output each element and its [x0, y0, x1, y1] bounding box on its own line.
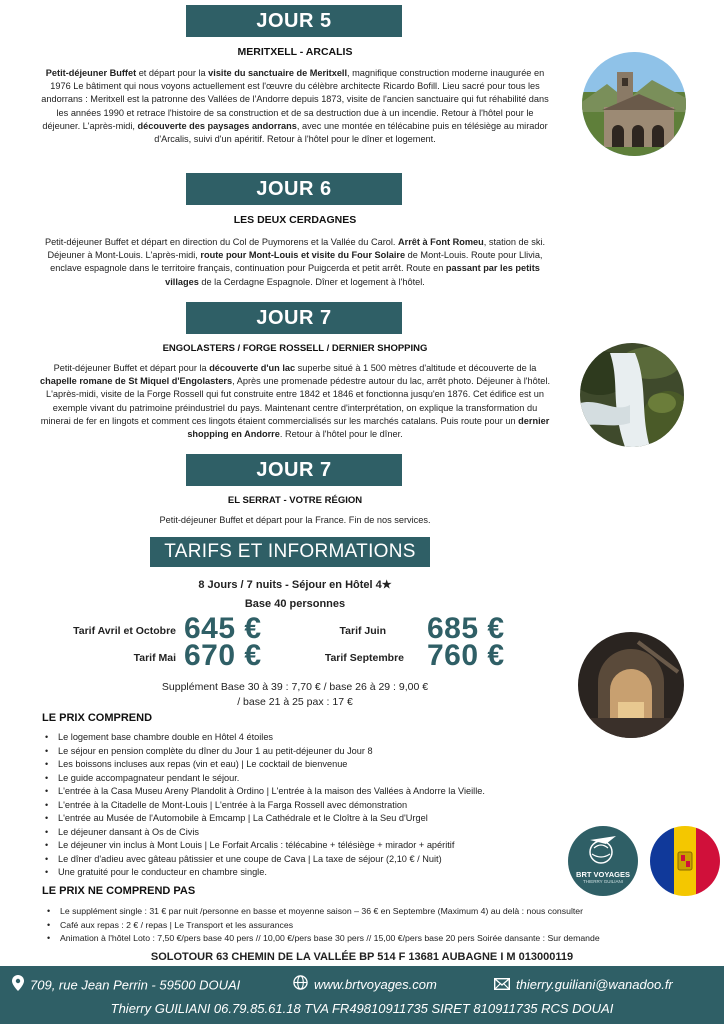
supplement-line-1: Supplément Base 30 à 39 : 7,70 € / base 26 à 29 : 9,00 € — [161, 681, 429, 693]
solotour-address: SOLOTOUR 63 CHEMIN DE LA VALLÉE BP 514 F 13681 AUBAGNE I M 013000119 — [150, 951, 574, 963]
day5-subtitle: MERITXELL - ARCALIS — [237, 46, 353, 58]
brt-logo-owner: THIERRY GUILIANI — [582, 879, 624, 884]
day7b-description: Petit-déjeuner Buffet et départ pour la France. Fin de nos services. — [159, 515, 431, 525]
footer-website[interactable]: www.brtvoyages.com — [314, 977, 437, 992]
list-item: • L'entrée au Musée de l'Automobile à Emcamp | La Cathédrale et le Cloître à la Seu d'Urgel — [58, 812, 485, 826]
list-item: • L'entrée à la Casa Museu Areny Plandolit à Ordino | L'entrée à la maison des Vallées à Andorre la Vieille. — [58, 785, 485, 799]
list-item: • Le guide accompagnateur pendant le séjour. — [58, 772, 485, 786]
day5-description: Petit-déjeuner Buffet et départ pour la visite du sanctuaire de Meritxell, magnifique construction moderne inaugurée en 1976 Le bâtiment qui nous voyons actuellement est l'œuvre du célèbre architecte Ricardo Bofill. Lieu sacré pour tous les andorrans : Meritxell est la patronne des Vallées de l'Andorre depuis 1873, visite de l'ancien sanctuaire qui fut réhabilité dans les années 1990 et retrace l'histoire de sa construction et de sa destruction due à un incendie. Retour à l'hôtel pour le déjeuner. L'après-midi, découverte des paysages andorrans, avec une montée en télécabine puis en télésiège au mirador d'Arcalis, suivi d'un apéritif. Retour à l'hôtel pour le dîner et logement. — [41, 68, 549, 145]
day5-banner: JOUR 5 — [186, 5, 402, 37]
footer-bar — [0, 966, 724, 1024]
supplement-line-2: / base 21 à 25 pax : 17 € — [237, 696, 353, 708]
list-item: • Une gratuité pour le conducteur en chambre single. — [58, 866, 485, 880]
price-value-septembre: 760 € — [427, 639, 505, 672]
footer-street: 709, rue Jean Perrin - 59500 DOUAI — [30, 977, 241, 993]
price-label-juin: Tarif Juin — [339, 625, 386, 637]
day7b-subtitle: EL SERRAT - VOTRE RÉGION — [227, 495, 363, 506]
globe-icon — [293, 975, 308, 996]
meritxell-church-photo — [582, 52, 686, 156]
list-item: • Le dîner d'adieu avec gâteau pâtissier et une coupe de Cava | La taxe de séjour (2,10 € / Nuit) — [58, 853, 485, 867]
price-value-juin: 685 € — [427, 612, 505, 645]
prix-comprend-title: LE PRIX COMPREND — [42, 712, 153, 724]
footer-legal: Thierry GUILIANI 06.79.85.61.18 TVA FR49810911735 SIRET 810911735 RCS DOUAI — [110, 1001, 614, 1016]
list-item: • Le déjeuner dansant à Os de Civis — [58, 826, 485, 840]
list-item: • Le supplément single : 31 € par nuit /personne en basse et moyenne saison – 36 € en Septembre (Maximum 4) au delà : nous consulter — [60, 905, 700, 919]
list-item: • Le séjour en pension complète du dîner du Jour 1 au petit-déjeuner du Jour 8 — [58, 745, 485, 759]
list-item: • Le logement base chambre double en Hôtel 4 étoiles — [58, 731, 485, 745]
price-value-mai: 670 € — [184, 639, 262, 672]
footer-street-item — [12, 975, 240, 997]
tarifs-duration: 8 Jours / 7 nuits - Séjour en Hôtel 4★ — [198, 579, 392, 591]
footer-website-item[interactable] — [293, 975, 437, 996]
list-item: • Animation à l'hôtel Loto : 7,50 €/pers base 40 pers // 10,00 €/pers base 30 pers // 15,00 €/pers base 20 pers Soirée dansante : Sur demande — [60, 932, 700, 946]
brt-logo-name: BRT VOYAGES — [576, 870, 630, 879]
price-label-avril-octobre: Tarif Avril et Octobre — [73, 625, 176, 637]
waterfall-photo — [580, 343, 684, 447]
prix-ne-comprend-list — [60, 905, 700, 946]
price-value-avril-octobre: 645 € — [184, 612, 262, 645]
day6-subtitle: LES DEUX CERDAGNES — [233, 214, 357, 226]
tarifs-banner: TARIFS ET INFORMATIONS — [150, 537, 430, 567]
day7a-description: Petit-déjeuner Buffet et départ pour la découverte d'un lac superbe situé à 1 500 mètres d'altitude et découverte de la chapelle romane de St Miquel d'Engolasters, Après une promenade pédestre autour du lac, arrêt photo. Déjeuner à l'hôtel. L'après-midi, visite de la Forge Rossell qui fut construite entre 1842 et 1846 et fonctionna jusqu'en 1876. Cet édifice est un exemple vivant du patrimoine préindustriel du pays. Maintenant centre d'interprétation, on explique la transformation du minerai de fer en lingots et comment ces lingots étaient commercialisés sur les marchés catalans. Puis route pour un dernier shopping en Andorre. Retour à l'hôtel pour le dîner. — [40, 363, 551, 440]
list-item: • Les boissons incluses aux repas (vin et eau) | Le cocktail de bienvenue — [58, 758, 485, 772]
list-item: • L'entrée à la Citadelle de Mont-Louis | L'entrée à la Farga Rossell avec démonstration — [58, 799, 485, 813]
andorra-flag-icon — [650, 826, 720, 896]
tarifs-base: Base 40 personnes — [244, 598, 346, 610]
list-item: • Le déjeuner vin inclus à Mont Louis | Le Forfait Arcalis : télécabine + télésiège + mirador + apéritif — [58, 839, 485, 853]
day7a-subtitle: ENGOLASTERS / FORGE ROSSELL / DERNIER SHOPPING — [162, 343, 428, 354]
list-item: • Café aux repas : 2 € / repas | Le Transport et les assurances — [60, 919, 700, 933]
price-label-septembre: Tarif Septembre — [324, 652, 404, 664]
day6-banner: JOUR 6 — [186, 173, 402, 205]
prix-comprend-list — [58, 731, 485, 880]
prix-ne-comprend-title: LE PRIX NE COMPREND PAS — [42, 885, 196, 897]
location-pin-icon — [12, 975, 24, 997]
day7a-banner: JOUR 7 — [186, 302, 402, 334]
footer-email-item[interactable] — [494, 975, 673, 996]
footer-email[interactable]: thierry.guiliani@wanadoo.fr — [516, 977, 673, 992]
price-label-mai: Tarif Mai — [133, 652, 176, 664]
brt-voyages-logo — [568, 826, 638, 896]
day6-description: Petit-déjeuner Buffet et départ en direction du Col de Puymorens et la Vallée du Carol. Arrêt à Font Romeu, station de ski. Déjeuner à Mont-Louis. L'après-midi, route pour Mont-Louis et visite du Four Solaire de Mont-Louis. Route pour Llivia, enclave espagnole dans le territoire français, continuation pour Puigcerda et petit arrêt. Route en passant par les petits villages de la Cerdagne Espagnole. Dîner et logement à l'hôtel. — [44, 237, 546, 287]
envelope-icon — [494, 976, 510, 996]
day7b-banner: JOUR 7 — [186, 454, 402, 486]
forge-interior-photo — [578, 632, 684, 738]
